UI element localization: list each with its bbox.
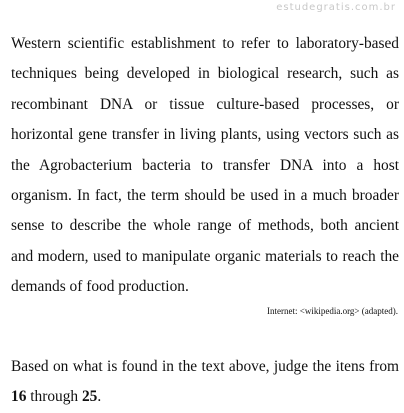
source-citation: Internet: <wikipedia.org> (adapted).: [267, 306, 398, 316]
passage-text: Western scientific establishment to refer to laboratory-based techniques being developed in biological research, such as recombinant DNA or tissue culture-based processes, or horizontal gene transfer in living plants, using vectors such as the Agrobacterium bacteria to transfer DNA into a host organism. In fact, the term should be used in a much broader sense to describe the whole range of methods, both ancient and modern, used to manipulate organic materials to reach the demands of food production.: [11, 35, 399, 296]
instruction-suffix: .: [97, 388, 102, 405]
item-range-start: 16: [11, 388, 27, 405]
question-instruction: [11, 352, 399, 412]
item-range-end: 25: [81, 388, 98, 405]
site-watermark: estudegratis.com.br: [276, 2, 396, 13]
instruction-middle: through: [26, 388, 82, 405]
instruction-prefix: Based on what is found in the text above, judge the itens from: [11, 358, 399, 375]
